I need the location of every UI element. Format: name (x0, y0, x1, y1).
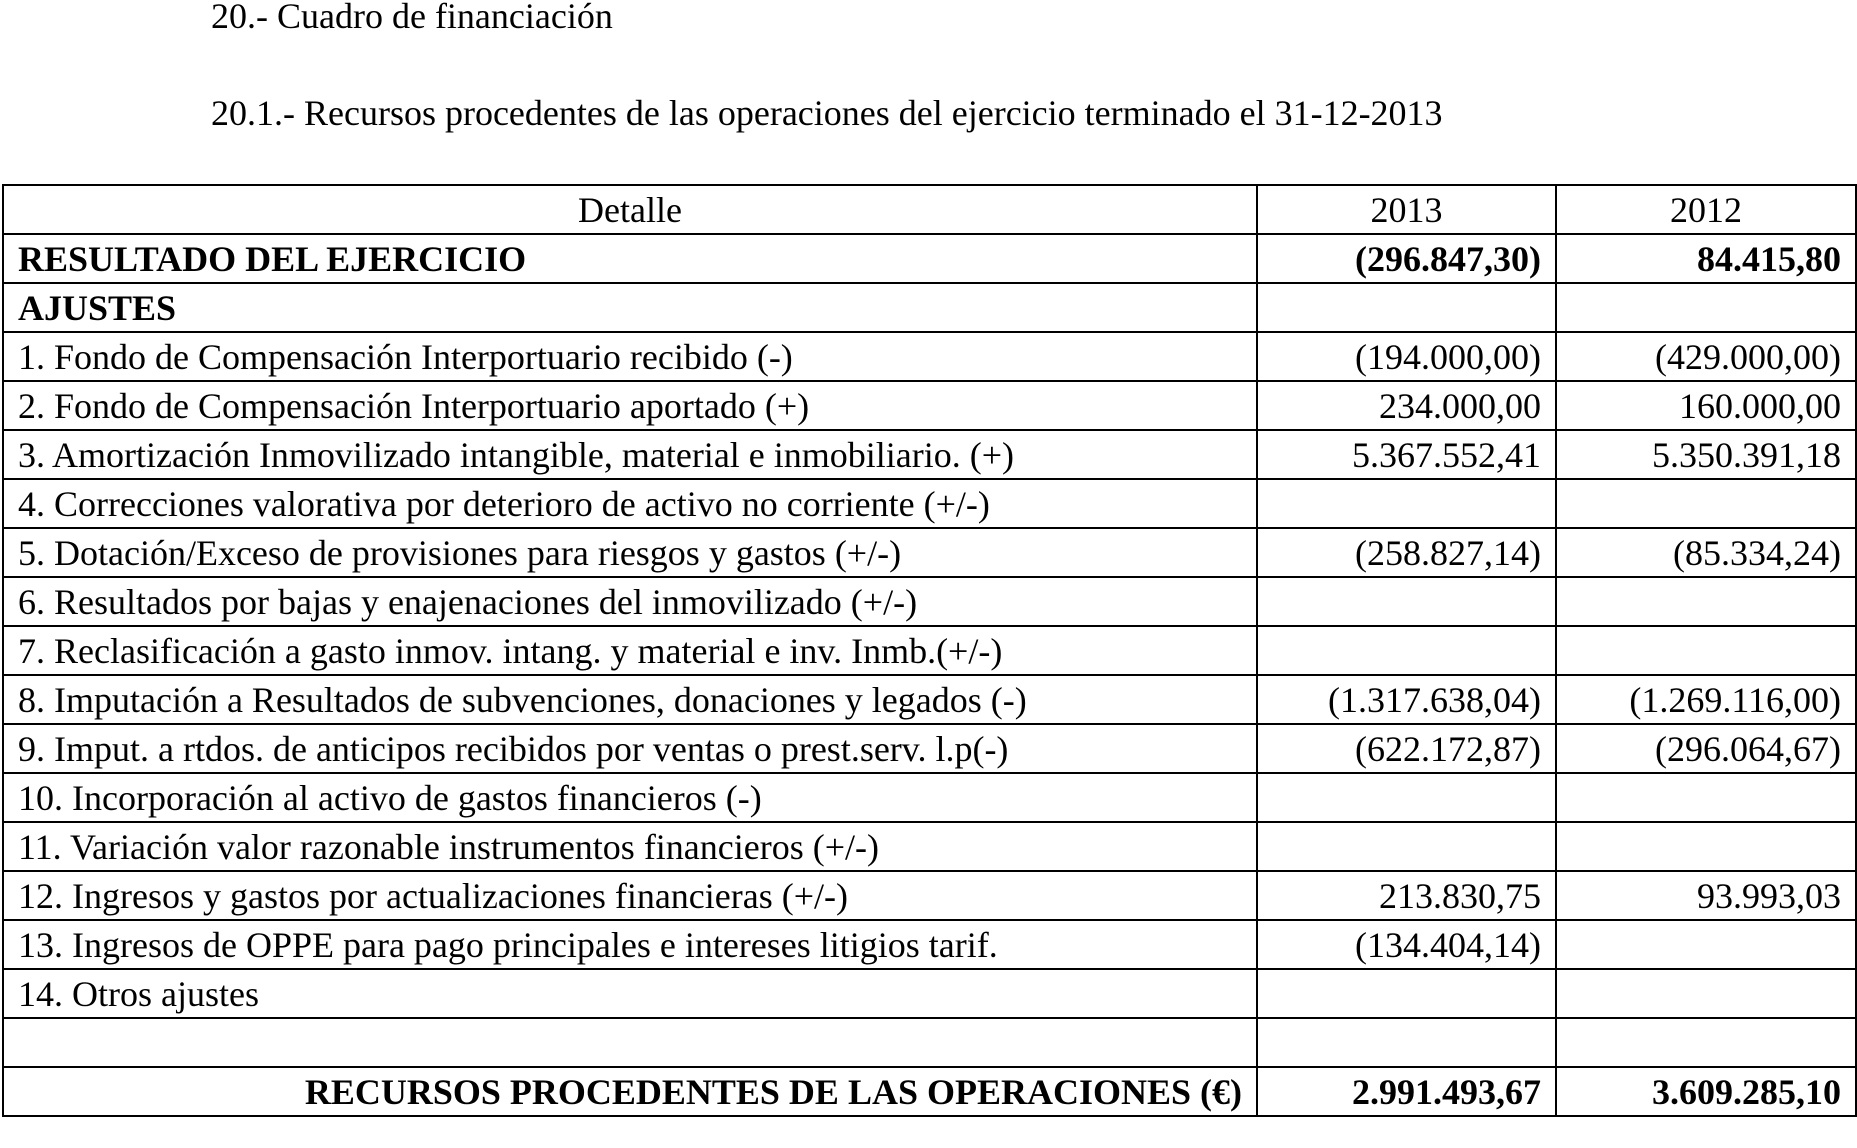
row-value-2013 (1257, 773, 1556, 822)
header-detail: Detalle (3, 185, 1257, 234)
row-value-2013: 213.830,75 (1257, 871, 1556, 920)
row-label: 6. Resultados por bajas y enajenaciones del inmovilizado (+/-) (3, 577, 1257, 626)
row-value-2013: (194.000,00) (1257, 332, 1556, 381)
table-row (3, 920, 1856, 969)
row-value-2012 (1556, 773, 1856, 822)
section-heading: 20.- Cuadro de financiación (211, 0, 613, 36)
row-label: 4. Correcciones valorativa por deterioro de activo no corriente (+/-) (3, 479, 1257, 528)
row-label: AJUSTES (3, 283, 1257, 332)
row-value-2012 (1556, 577, 1856, 626)
row-value-2012 (1556, 1018, 1856, 1067)
row-value-2013: (258.827,14) (1257, 528, 1556, 577)
total-value-2013: 2.991.493,67 (1257, 1067, 1556, 1116)
row-label: 7. Reclasificación a gasto inmov. intang. y material e inv. Inmb.(+/-) (3, 626, 1257, 675)
subsection-heading: 20.1.- Recursos procedentes de las operaciones del ejercicio terminado el 31-12-2013 (211, 93, 1443, 133)
table-row (3, 332, 1856, 381)
row-value-2013: (622.172,87) (1257, 724, 1556, 773)
row-value-2013: (296.847,30) (1257, 234, 1556, 283)
row-value-2012: (1.269.116,00) (1556, 675, 1856, 724)
table-header-row (3, 185, 1856, 234)
row-label: 2. Fondo de Compensación Interportuario aportado (+) (3, 381, 1257, 430)
header-year-2013: 2013 (1257, 185, 1556, 234)
table-row (3, 528, 1856, 577)
table-row (3, 773, 1856, 822)
row-label: 1. Fondo de Compensación Interportuario recibido (-) (3, 332, 1257, 381)
table-row (3, 234, 1856, 283)
row-value-2013: 234.000,00 (1257, 381, 1556, 430)
table-row (3, 430, 1856, 479)
row-label: 11. Variación valor razonable instrumentos financieros (+/-) (3, 822, 1257, 871)
row-value-2013 (1257, 479, 1556, 528)
row-value-2012: 160.000,00 (1556, 381, 1856, 430)
table-row (3, 479, 1856, 528)
table-row (3, 381, 1856, 430)
row-value-2012 (1556, 920, 1856, 969)
row-value-2012 (1556, 969, 1856, 1018)
row-value-2013 (1257, 822, 1556, 871)
row-label: 13. Ingresos de OPPE para pago principales e intereses litigios tarif. (3, 920, 1257, 969)
row-value-2012 (1556, 626, 1856, 675)
row-value-2012 (1556, 283, 1856, 332)
row-value-2012: (296.064,67) (1556, 724, 1856, 773)
table-row (3, 577, 1856, 626)
row-label: 14. Otros ajustes (3, 969, 1257, 1018)
row-value-2012 (1556, 479, 1856, 528)
row-label: 9. Imput. a rtdos. de anticipos recibidos por ventas o prest.serv. l.p(-) (3, 724, 1257, 773)
table-row (3, 283, 1856, 332)
row-label: 8. Imputación a Resultados de subvenciones, donaciones y legados (-) (3, 675, 1257, 724)
row-label: 12. Ingresos y gastos por actualizaciones financieras (+/-) (3, 871, 1257, 920)
total-value-2012: 3.609.285,10 (1556, 1067, 1856, 1116)
row-value-2013 (1257, 577, 1556, 626)
row-value-2013 (1257, 969, 1556, 1018)
table-row (3, 969, 1856, 1018)
row-value-2012: 84.415,80 (1556, 234, 1856, 283)
table-row (3, 626, 1856, 675)
table-row-empty (3, 1018, 1856, 1067)
row-label (3, 1018, 1257, 1067)
table-total-row (3, 1067, 1856, 1116)
row-value-2012 (1556, 822, 1856, 871)
header-year-2012: 2012 (1556, 185, 1856, 234)
table-row (3, 675, 1856, 724)
row-value-2012: (85.334,24) (1556, 528, 1856, 577)
financing-table (2, 184, 1857, 1117)
row-label: 10. Incorporación al activo de gastos financieros (-) (3, 773, 1257, 822)
table-row (3, 724, 1856, 773)
row-value-2013: (134.404,14) (1257, 920, 1556, 969)
table-row (3, 822, 1856, 871)
row-value-2013 (1257, 626, 1556, 675)
row-value-2012: 93.993,03 (1556, 871, 1856, 920)
row-value-2012: 5.350.391,18 (1556, 430, 1856, 479)
row-label: 5. Dotación/Exceso de provisiones para riesgos y gastos (+/-) (3, 528, 1257, 577)
total-label: RECURSOS PROCEDENTES DE LAS OPERACIONES (€) (3, 1067, 1257, 1116)
table-row (3, 871, 1856, 920)
row-value-2013 (1257, 283, 1556, 332)
row-label: RESULTADO DEL EJERCICIO (3, 234, 1257, 283)
row-value-2012: (429.000,00) (1556, 332, 1856, 381)
row-label: 3. Amortización Inmovilizado intangible, material e inmobiliario. (+) (3, 430, 1257, 479)
row-value-2013 (1257, 1018, 1556, 1067)
row-value-2013: 5.367.552,41 (1257, 430, 1556, 479)
row-value-2013: (1.317.638,04) (1257, 675, 1556, 724)
